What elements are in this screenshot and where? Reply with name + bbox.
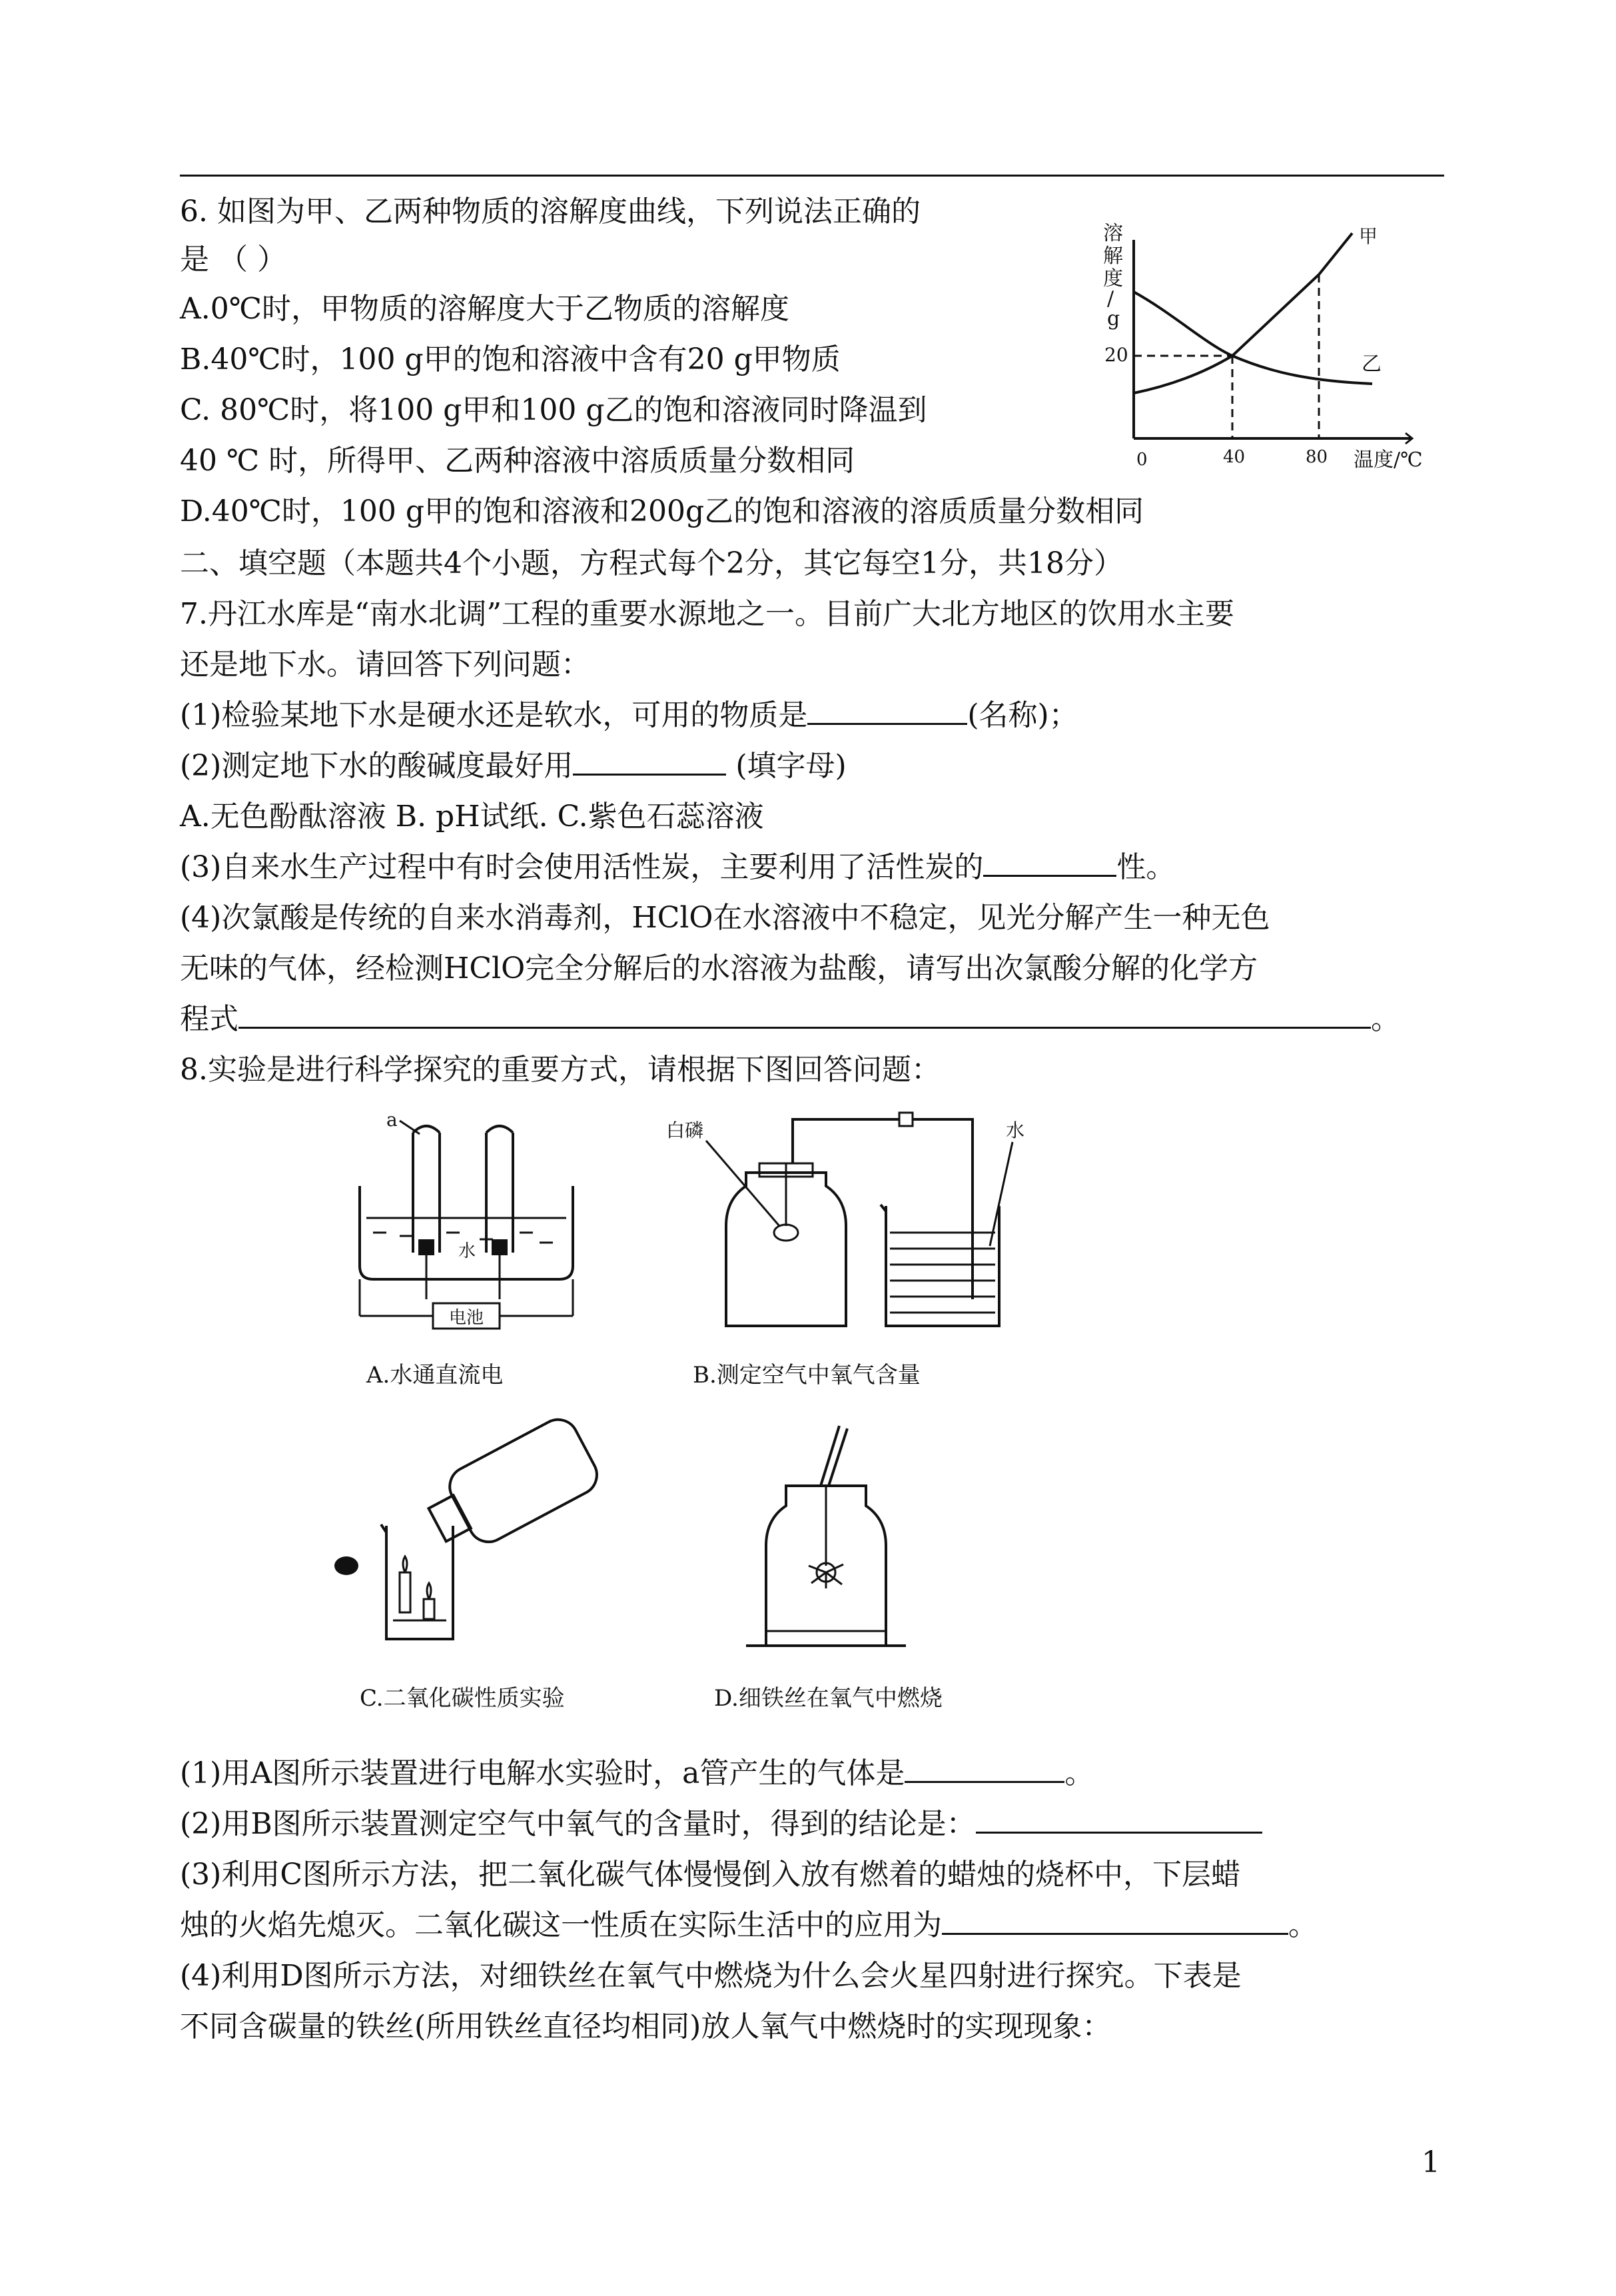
figure-a-water-label: 水 [458,1241,476,1261]
q8-part4-line1: (4)利用D图所示方法，对细铁丝在氧气中燃烧为什么会火星四射进行探究。下表是 [180,1959,1242,1993]
candle-tall [400,1572,410,1612]
q7-part2-text: (2)测定地下水的酸碱度最好用 [180,749,574,783]
section-2-heading: 二、填空题（本题共4个小题，方程式每个2分，其它每空1分，共18分） [180,546,1123,580]
figure-a-electrolysis [346,1099,626,1393]
figure-b-label-water: 水 [1006,1119,1025,1141]
q8-part1-answer-blank[interactable] [905,1754,1064,1783]
header-rule [180,175,1444,177]
electrode-b [492,1239,508,1255]
q8-part4-line2: 不同含碳量的铁丝(所用铁丝直径均相同)放人氧气中燃烧时的实现现象： [180,2009,1112,2043]
blot [334,1556,358,1575]
crucible-tongs-b [829,1429,847,1486]
figure-d-iron-burning [666,1419,1012,1719]
q7-part3 [180,848,1175,887]
q6-stem-line2: 是 （ ） [180,243,286,277]
x-tick-80: 80 [1306,447,1328,467]
crucible-tongs [821,1426,839,1486]
q7-part4-line1: (4)次氯酸是传统的自来水消毒剂，HClO在水溶液中不稳定，见光分解产生一种无色 [180,901,1270,935]
q8-part1-text: (1)用A图所示装置进行电解水实验时，a管产生的气体是 [180,1756,905,1790]
figure-b-label-phosphorus: 白磷 [666,1119,704,1141]
figure-a-tube-label: a [386,1109,398,1131]
q7-stem-line2: 还是地下水。请回答下列问题： [180,648,590,682]
phosphorus-pointer [706,1141,779,1226]
q6-option-c-line1: C. 80℃时，将100 g甲和100 g乙的饱和溶液同时降温到 [180,393,927,427]
q8-part2-text: (2)用B图所示装置测定空气中氧气的含量时，得到的结论是： [180,1807,976,1841]
q6-option-a: A.0℃时，甲物质的溶解度大于乙物质的溶解度 [180,292,789,326]
q7-part3-answer-blank[interactable] [983,848,1116,877]
q7-part2-suffix: (填字母) [726,749,847,783]
q8-part1 [180,1754,1094,1794]
q8-part3-answer-blank[interactable] [942,1906,1288,1935]
ylabel-char: 溶 [1103,222,1123,245]
q7-part1 [180,696,1078,736]
connecting-tube [793,1119,973,1299]
q7-part1-suffix: (名称)； [967,698,1078,732]
q8-part3-line1: (3)利用C图所示方法，把二氧化碳气体慢慢倒入放有燃着的蜡烛的烧杯中，下层蜡 [180,1858,1240,1892]
tube-a [413,1126,440,1253]
flame-tall [403,1556,407,1572]
graph-ylabel [1103,222,1123,330]
q7-part1-answer-blank[interactable] [807,696,967,725]
q7-part4-text: 程式 [180,1002,238,1036]
x-tick-40: 40 [1223,447,1246,467]
q7-part4-line2: 无味的气体，经检测HClO完全分解后的水溶液为盐酸，请写出次氯酸分解的化学方 [180,951,1258,985]
figure-a-caption: A.水通直流电 [366,1362,504,1389]
q6-option-b: B.40℃时，100 g甲的饱和溶液中含有20 g甲物质 [180,342,841,376]
beaker-water [890,1233,995,1313]
figure-b-oxygen-content [666,1099,1039,1393]
candle-short [424,1599,434,1619]
curve-yi-label: 乙 [1362,352,1382,376]
q7-stem-line1: 7.丹江水库是“南水北调”工程的重要水源地之一。目前广大北方地区的饮用水主要 [180,597,1234,631]
q6-stem-line1: 6. 如图为甲、乙两种物质的溶解度曲线，下列说法正确的 [180,195,921,229]
co2-bottle [419,1413,604,1561]
q7-part2-options: A.无色酚酞溶液 B. pH试纸. C.紫色石蕊溶液 [180,800,764,834]
electrode-a [418,1239,434,1255]
x-tick-0: 0 [1136,450,1148,470]
water-pointer [990,1142,1012,1246]
q7-part2-answer-blank[interactable] [573,747,726,776]
q7-part4-answer-blank[interactable] [238,1000,1371,1029]
q8-part3-text: 烛的火焰先熄灭。二氧化碳这一性质在实际生活中的应用为 [180,1908,942,1942]
q7-part2 [180,746,847,786]
x-axis-label: 温度/℃ [1354,448,1423,472]
q6-option-c-line2: 40 ℃ 时，所得甲、乙两种溶液中溶质质量分数相同 [180,444,855,478]
combustion-spoon [774,1225,798,1241]
q7-part3-text: (3)自来水生产过程中有时会使用活性炭，主要利用了活性炭的 [180,850,984,884]
flame-short [427,1583,431,1599]
curve-jia-label: 甲 [1359,225,1378,247]
q7-part3-suffix: 性。 [1116,850,1176,884]
q6-option-d: D.40℃时，100 g甲的饱和溶液和200g乙的饱和溶液的溶质质量分数相同 [180,494,1144,528]
figure-d-caption: D.细铁丝在氧气中燃烧 [714,1685,943,1712]
ylabel-char: 解 [1103,245,1123,268]
q7-part4-line3 [180,999,1400,1039]
q8-part2-answer-blank[interactable] [976,1805,1262,1834]
y-tick-20: 20 [1104,344,1128,366]
figure-a-battery-label: 电池 [449,1308,484,1328]
q8-stem: 8.实验是进行科学探究的重要方式，请根据下图回答问题： [180,1053,941,1087]
q7-part4-suffix: 。 [1371,1002,1400,1036]
ylabel-char: g [1107,307,1120,330]
q8-part1-suffix: 。 [1064,1756,1094,1790]
figure-c-caption: C.二氧化碳性质实验 [360,1685,565,1712]
clamp [899,1113,913,1126]
sparks [809,1564,843,1588]
q7-part1-text: (1)检验某地下水是硬水还是软水，可用的物质是 [180,698,808,732]
beaker [381,1524,453,1639]
trough [360,1186,573,1279]
figure-c-co2-experiment [320,1439,626,1719]
ylabel-char: 度 [1103,267,1123,290]
tube-b [486,1126,513,1253]
figure-b-caption: B.测定空气中氧气含量 [693,1362,921,1389]
q8-part3-line2 [180,1906,1318,1946]
solubility-graph [1092,213,1452,480]
ylabel-char: / [1107,287,1114,310]
q8-part2 [180,1804,1262,1844]
q8-part3-suffix: 。 [1288,1908,1318,1942]
tube-label-pointer [400,1121,420,1134]
page-number: 1 [1421,2145,1440,2179]
